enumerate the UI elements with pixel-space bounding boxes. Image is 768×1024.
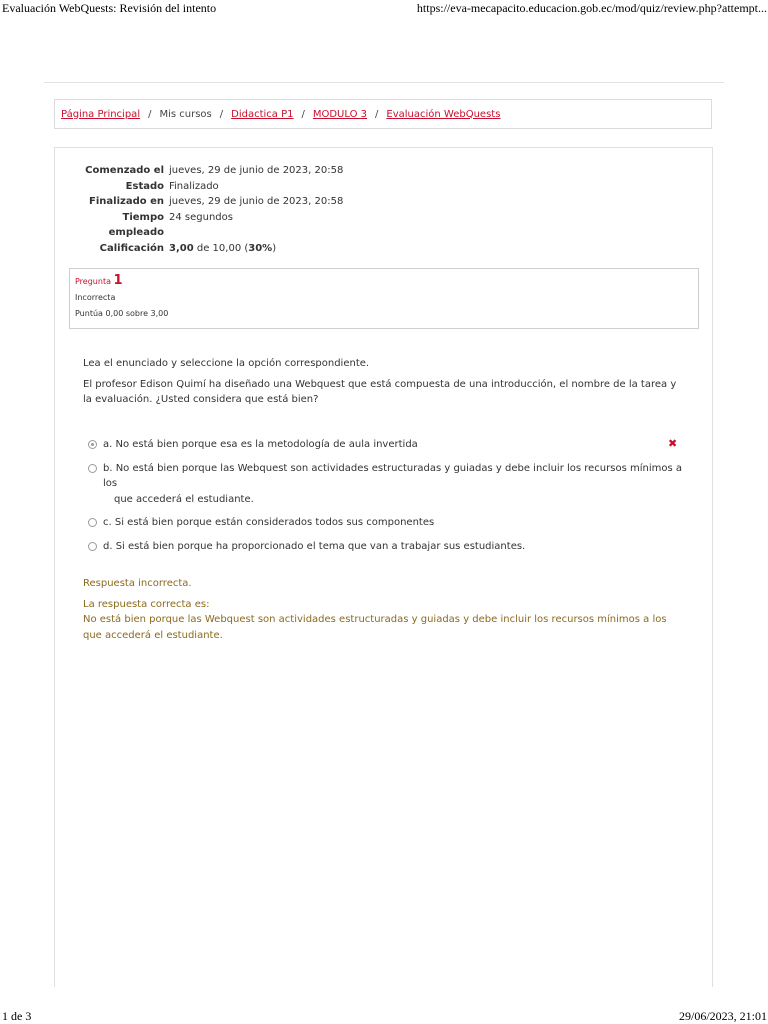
answer-feedback — [83, 576, 683, 648]
answer-option-c[interactable] — [87, 515, 687, 531]
radio-button[interactable] — [88, 518, 97, 527]
answer-option-d[interactable] — [87, 539, 687, 555]
answer-option-a[interactable] — [87, 437, 687, 453]
answer-label: d. Si está bien porque ha proporcionado el tema que van a trabajar sus estudiantes. — [103, 540, 526, 552]
summary-value: jueves, 29 de junio de 2023, 20:58 — [169, 165, 344, 176]
question-mark: Puntúa 0,00 sobre 3,00 — [75, 309, 169, 318]
answer-option-b[interactable] — [87, 461, 687, 508]
attempt-summary — [66, 163, 343, 257]
answer-list — [87, 437, 687, 562]
grade-score: 3,00 — [169, 242, 194, 254]
radio-button[interactable] — [88, 440, 97, 449]
answer-label-line2: que accederá el estudiante. — [114, 493, 254, 505]
question-info — [69, 268, 699, 329]
grade-value — [169, 241, 343, 257]
summary-label: Comenzado el — [85, 165, 164, 176]
cross-icon: ✖ — [668, 437, 678, 450]
feedback-result: Respuesta incorrecta. — [83, 578, 192, 589]
print-datetime: 29/06/2023, 21:01 — [678, 1009, 767, 1023]
summary-row — [66, 194, 343, 210]
answer-label: a. No está bien porque esa es la metodología de aula invertida — [103, 439, 418, 450]
summary-row — [66, 210, 343, 241]
breadcrumb-module-link[interactable]: MODULO 3 — [312, 108, 368, 120]
print-url: https://eva-mecapacito.educacion.gob.ec/mod/quiz/review.php?attempt... — [416, 1, 767, 15]
summary-row — [66, 163, 343, 179]
print-page-title: Evaluación WebQuests: Revisión del intento — [2, 1, 217, 15]
question-prompt: El profesor Edison Quimí ha diseñado una Webquest que está compuesta de una introducción, el nombre de la tarea y la evaluación. ¿Usted considera que está bien? — [83, 378, 677, 405]
breadcrumb-separator: / — [301, 108, 305, 120]
question-text — [83, 356, 683, 413]
breadcrumb-home-link[interactable]: Página Principal — [61, 108, 141, 120]
breadcrumb-course-link[interactable]: Didactica P1 — [231, 108, 294, 120]
summary-value: Finalizado — [169, 180, 219, 192]
grade-percent: 30% — [248, 242, 273, 254]
breadcrumb-separator: / — [375, 108, 379, 120]
summary-label: Finalizado en — [89, 196, 164, 208]
question-label: Pregunta — [75, 277, 111, 286]
print-header — [0, 0, 768, 18]
grade-of: de 10,00 ( — [196, 242, 249, 254]
question-number: 1 — [113, 273, 123, 288]
breadcrumb-my-courses: Mis cursos — [159, 108, 212, 120]
question-instruction: Lea el enunciado y seleccione la opción correspondiente. — [83, 358, 370, 369]
print-footer — [0, 1009, 768, 1024]
question-state: Incorrecta — [75, 293, 116, 302]
question-number-line — [75, 273, 693, 290]
page-counter: 1 de 3 — [2, 1009, 32, 1023]
radio-button[interactable] — [88, 464, 97, 473]
feedback-correct-answer: No está bien porque las Webquest son actividades estructuradas y guiadas y debe incluir los recursos mínimos a los que accederá el estudiante. — [83, 614, 667, 641]
feedback-correct-label: La respuesta correcta es: — [83, 598, 210, 610]
grade-close: ) — [272, 242, 277, 254]
summary-value: jueves, 29 de junio de 2023, 20:58 — [169, 196, 344, 208]
divider — [44, 82, 724, 83]
breadcrumb-separator: / — [148, 108, 152, 120]
answer-label: c. Si está bien porque están considerados todos sus componentes — [103, 517, 435, 528]
summary-value: 24 segundos — [169, 211, 233, 223]
summary-label: Estado — [125, 180, 164, 192]
summary-row-grade — [66, 241, 343, 257]
answer-label-line1: b. No está bien porque las Webquest son actividades estructuradas y guiadas y debe incluir los recursos mínimos a los — [103, 462, 682, 489]
radio-button[interactable] — [88, 542, 97, 551]
breadcrumb — [54, 99, 712, 129]
grade-label: Calificación — [99, 242, 164, 254]
breadcrumb-separator: / — [219, 108, 224, 120]
summary-label: Tiempo empleado — [108, 211, 164, 239]
answer-label — [103, 461, 683, 508]
feedback-correct — [83, 597, 683, 644]
breadcrumb-quiz-link[interactable]: Evaluación WebQuests — [386, 108, 501, 120]
summary-row — [66, 179, 343, 195]
